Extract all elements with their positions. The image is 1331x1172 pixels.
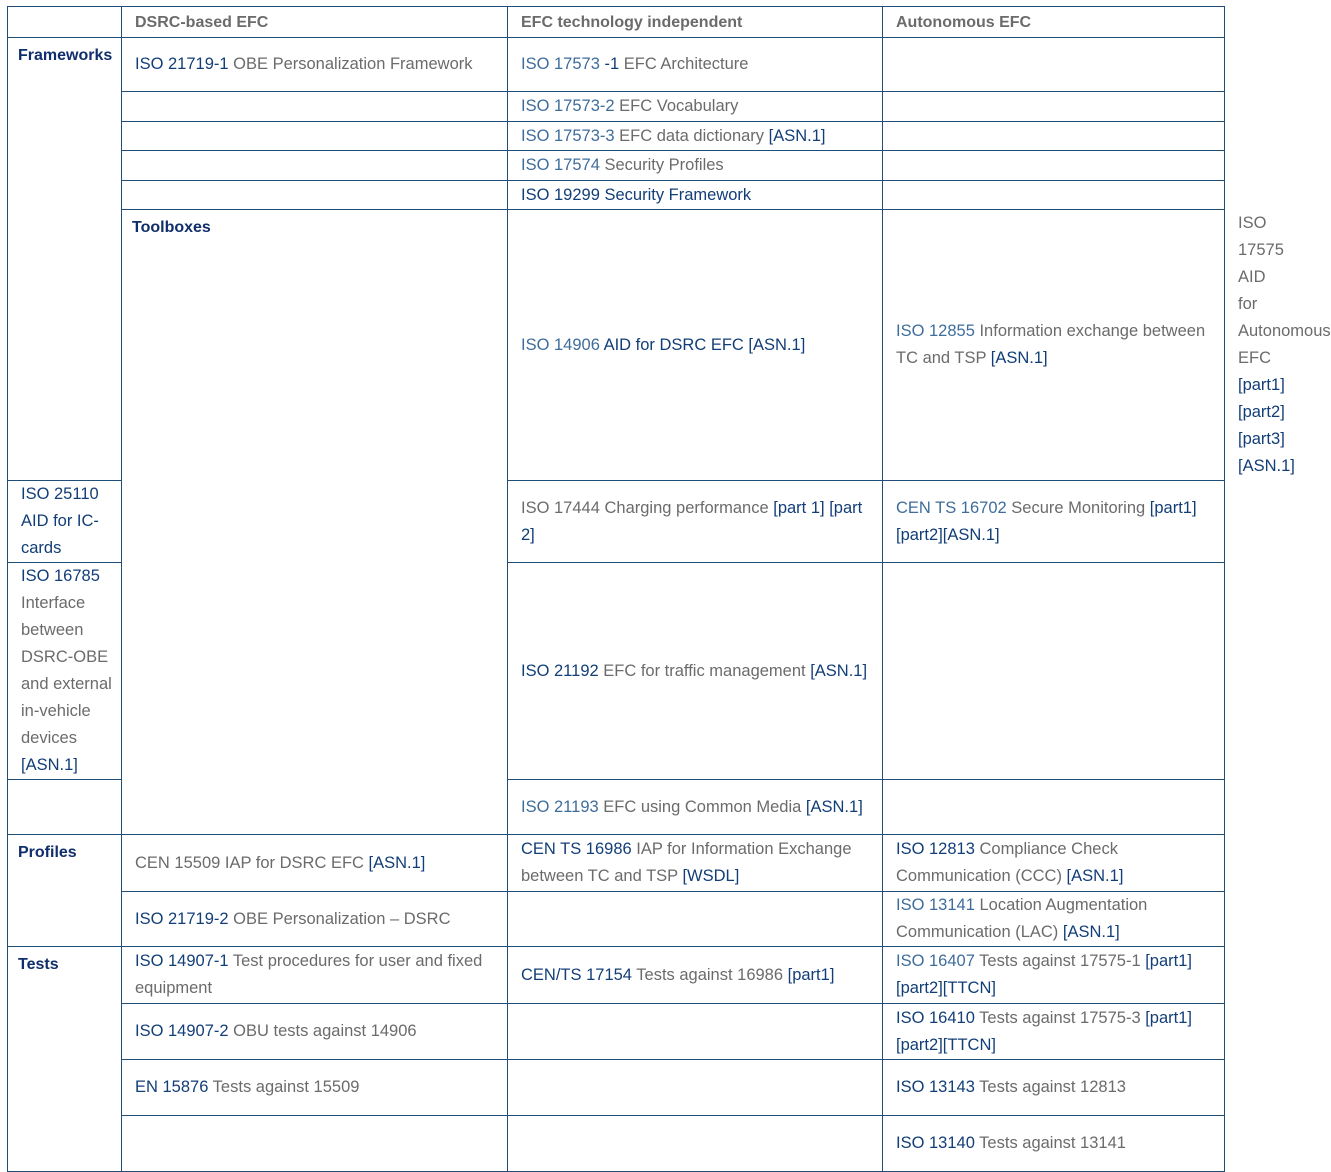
standard-link[interactable]: [ASN.1] [942, 525, 1000, 544]
standard-link[interactable]: ISO 25110 [21, 485, 99, 503]
cell-dsrc-based [122, 892, 508, 947]
standard-link[interactable]: [TTCN] [942, 1035, 996, 1054]
cell-technology-independent [508, 1004, 883, 1060]
cell-autonomous [883, 92, 1225, 122]
table-row [8, 1004, 1225, 1060]
cell-dsrc-based [122, 151, 508, 181]
table-row [8, 92, 1225, 122]
cell-dsrc-based [122, 122, 508, 151]
standard-link[interactable]: ISO 21192 [521, 661, 599, 680]
cell-dsrc-based [122, 947, 508, 1004]
cell-autonomous [883, 563, 1225, 780]
standard-text: Security Profiles [599, 156, 724, 174]
standard-link[interactable]: [part1] [1238, 376, 1285, 394]
standard-text: ISO 17575 AID for Autonomous EFC [1238, 214, 1331, 367]
standard-text: Tests against 12813 [974, 1078, 1126, 1096]
standard-link[interactable]: ISO 19299 [521, 185, 600, 204]
standard-link[interactable]: [part 1] [773, 498, 825, 517]
standard-link[interactable]: ISO 21719-1 [135, 55, 229, 73]
standard-link[interactable]: [part1] [1149, 498, 1197, 517]
standard-link[interactable]: [ASN.1] [748, 335, 806, 354]
cell-technology-independent [508, 892, 883, 947]
standard-link[interactable]: EN 15876 [135, 1078, 209, 1096]
cell-technology-independent [508, 835, 883, 892]
category-profiles: Profiles [8, 835, 122, 947]
header-row [8, 7, 1225, 38]
standard-text: Tests against 13141 [974, 1134, 1126, 1152]
cell-autonomous [883, 1004, 1225, 1060]
standard-text: IAP for Information Exchange between TC and TSP [521, 840, 852, 885]
standard-link[interactable]: [part2] [1238, 403, 1285, 421]
standard-text: CEN 15509 IAP for DSRC EFC [135, 853, 369, 872]
standard-text: Interface between DSRC-OBE and external in-vehicle devices [21, 594, 112, 747]
standard-link[interactable]: [part1] [1145, 952, 1192, 970]
table-row [8, 835, 1225, 892]
cell-technology-independent [508, 780, 883, 835]
header-autonomous-efc: Autonomous EFC [883, 7, 1225, 38]
standard-link[interactable]: ISO 14906 [521, 335, 600, 354]
cell-dsrc-based [122, 1004, 508, 1060]
table-row [8, 38, 1225, 92]
standard-link[interactable]: [ASN.1] [990, 349, 1048, 367]
standard-link[interactable]: [ASN.1] [810, 661, 868, 680]
category-frameworks: Frameworks [8, 38, 122, 481]
cell-autonomous [883, 1060, 1225, 1116]
standard-text: Secure Monitoring [1006, 498, 1150, 517]
efc-standards-table [7, 6, 1331, 1172]
table-row [8, 181, 1225, 210]
standard-text: Tests against 17575-1 [974, 952, 1146, 970]
cell-autonomous [883, 1116, 1225, 1172]
standard-text: Tests against 16986 [631, 965, 788, 984]
standard-text: Compliance Check Communication (CCC) [896, 840, 1118, 885]
standard-link[interactable]: [ASN.1] [21, 756, 78, 774]
standard-link[interactable]: [ASN.1] [1238, 457, 1295, 475]
category-tests: Tests [8, 947, 122, 1172]
standard-text: Information exchange between TC and TSP [896, 322, 1206, 367]
cell-autonomous [883, 122, 1225, 151]
standard-link[interactable]: ISO 17573-2 [521, 97, 615, 115]
standard-link[interactable]: [ASN.1] [368, 853, 426, 872]
standard-link[interactable]: ISO 13141 [896, 896, 975, 914]
table-row [8, 947, 1225, 1004]
standard-link[interactable]: [part2] [896, 979, 943, 997]
standard-link[interactable]: [ASN.1] [805, 797, 863, 816]
table-body [8, 38, 1331, 1172]
standard-link[interactable]: [part 2] [521, 498, 863, 544]
cell-autonomous [883, 181, 1225, 210]
cell-autonomous [883, 892, 1225, 947]
cell-autonomous [883, 151, 1225, 181]
table-row [8, 1116, 1225, 1172]
standard-link[interactable]: ISO 16785 [21, 567, 100, 585]
standard-link[interactable]: ISO 14907-2 [135, 1022, 229, 1040]
cell-dsrc-based [122, 1060, 508, 1116]
cell-technology-independent [508, 947, 883, 1004]
cell-technology-independent [508, 38, 883, 92]
cell-technology-independent [508, 151, 883, 181]
standard-link[interactable]: ISO 14907-1 [135, 952, 229, 970]
cell-technology-independent [508, 563, 883, 780]
standard-text: OBU tests against 14906 [228, 1022, 417, 1040]
standard-link[interactable]: CEN/TS 17154 [521, 965, 632, 984]
standard-link[interactable]: ISO 12855 [896, 322, 975, 340]
standard-link[interactable]: ISO 17573 [521, 55, 605, 73]
standard-text: EFC data dictionary [614, 126, 769, 145]
standard-link[interactable]: -1 [604, 55, 620, 73]
cell-technology-independent [508, 122, 883, 151]
standard-link[interactable]: Security Framework [599, 185, 752, 204]
table-row [8, 892, 1225, 947]
cell-dsrc-based [8, 563, 122, 780]
table-row [8, 1060, 1225, 1116]
standard-link[interactable]: ISO 21719-2 [135, 909, 229, 928]
standard-text: EFC for traffic management [598, 661, 811, 680]
standard-text: OBE Personalization Framework [228, 55, 473, 73]
table-row [8, 151, 1225, 181]
standard-link[interactable]: ISO 16410 [896, 1008, 975, 1027]
cell-dsrc-based [122, 92, 508, 122]
standard-text: Tests against 15509 [208, 1078, 360, 1096]
standard-text: Test procedures for user and fixed equipment [135, 952, 483, 997]
cell-technology-independent [508, 481, 883, 563]
header-efc-technology-independent: EFC technology independent [508, 7, 883, 38]
standard-link[interactable]: [part3] [1238, 430, 1285, 448]
standard-link[interactable]: AID for IC-cards [21, 512, 99, 557]
cell-autonomous [883, 947, 1225, 1004]
standard-text: OBE Personalization – DSRC [228, 909, 451, 928]
cell-autonomous [883, 481, 1225, 563]
standard-link[interactable]: [TTCN] [942, 979, 996, 997]
cell-dsrc-based [8, 780, 122, 835]
standard-link[interactable]: ISO 21193 [521, 797, 599, 816]
cell-autonomous [883, 38, 1225, 92]
table-row [8, 122, 1225, 151]
header-corner [8, 7, 122, 38]
standard-link[interactable]: AID for DSRC EFC [599, 335, 749, 354]
cell-dsrc-based [122, 835, 508, 892]
cell-technology-independent [508, 181, 883, 210]
standard-link[interactable]: ISO 17573-3 [521, 126, 615, 145]
standard-link[interactable]: ISO 12813 [896, 840, 975, 858]
standard-text: Location Augmentation Communication (LAC) [896, 896, 1148, 941]
standard-link[interactable]: [part1] [1145, 1008, 1192, 1027]
cell-technology-independent [883, 210, 1225, 481]
standard-link[interactable]: [part2] [896, 525, 943, 544]
standard-link[interactable]: ISO 16407 [896, 952, 975, 970]
standard-text: ISO 17444 Charging performance [521, 498, 774, 517]
standard-link[interactable]: CEN TS 16702 [896, 498, 1007, 517]
standard-link[interactable]: [part2] [896, 1035, 943, 1054]
category-toolboxes: Toolboxes [122, 210, 508, 835]
standard-text: EFC using Common Media [598, 797, 806, 816]
cell-dsrc-based [122, 181, 508, 210]
cell-technology-independent [508, 1116, 883, 1172]
cell-dsrc-based [122, 38, 508, 92]
cell-dsrc-based [122, 1116, 508, 1172]
table-row [8, 210, 1225, 481]
cell-technology-independent [508, 92, 883, 122]
standard-link[interactable]: ISO 13143 [896, 1078, 975, 1096]
cell-autonomous [883, 780, 1225, 835]
standard-link[interactable]: CEN TS 16986 [521, 840, 632, 858]
header-dsrc-based-efc: DSRC-based EFC [122, 7, 508, 38]
standard-link[interactable]: [WSDL] [682, 867, 740, 885]
cell-technology-independent [508, 1060, 883, 1116]
standard-link[interactable]: [ASN.1] [1062, 923, 1120, 941]
cell-autonomous [883, 835, 1225, 892]
standard-text: Tests against 17575-3 [974, 1008, 1146, 1027]
standard-text: EFC Vocabulary [614, 97, 739, 115]
cell-dsrc-based [8, 481, 122, 563]
standard-link[interactable]: [part1] [787, 965, 835, 984]
standard-link[interactable]: ISO 17574 [521, 156, 600, 174]
cell-dsrc-based [508, 210, 883, 481]
standard-link[interactable]: [ASN.1] [1066, 867, 1124, 885]
standard-link[interactable]: ISO 13140 [896, 1134, 975, 1152]
standard-text: EFC Architecture [619, 55, 749, 73]
standard-link[interactable]: [ASN.1] [768, 126, 826, 145]
